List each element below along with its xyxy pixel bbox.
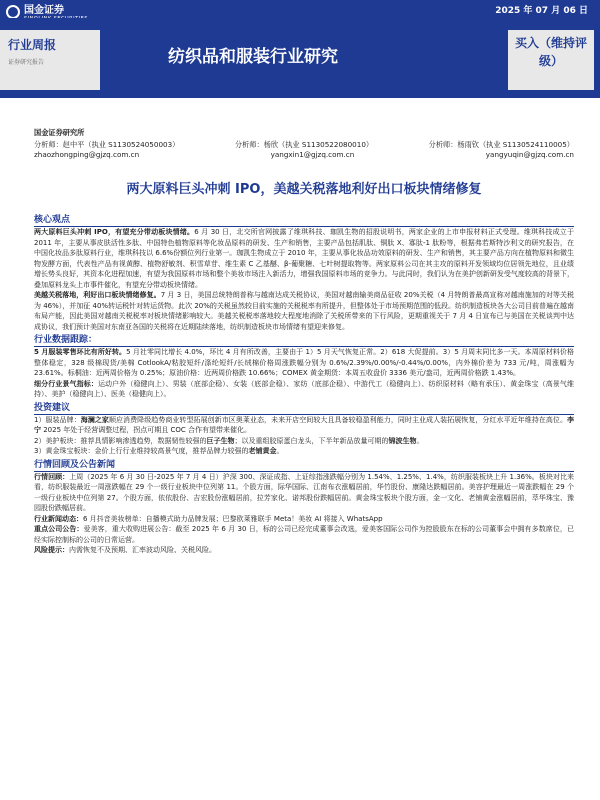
paragraph-text: 3）黄金珠宝板块：金价上行行业维持较高景气度，推荐品牌力较强的 <box>34 447 249 455</box>
company-name: 海澜之家 <box>80 415 109 424</box>
analyst-names <box>34 140 574 150</box>
company-name: 李宁 <box>34 415 574 434</box>
paragraph-text: 2）美护板块：推荐具情影响渗透趋势，数据韧性较强的 <box>34 436 207 445</box>
report-date: 2025 年 07 月 06 日 <box>495 6 588 16</box>
bold-lead: 风险提示： <box>34 546 69 554</box>
paragraph <box>34 290 574 332</box>
analyst-emails <box>34 150 574 159</box>
company-name: 老铺黄金 <box>248 447 277 455</box>
paragraph <box>34 446 574 457</box>
paragraph-text: 7 月 3 日，美国总统特朗普称与越南达成关税协议，美国对越南输美商品征收 20%关税（4 月特朗普最高宣称对越南施加的对等关税为 46%），并加征 40%转运税针对转运货物。此次 20%的关税虽然较目前实施的关税税率有所提升，但整体处于市场预期范围的低段。纺织制造板块各大公司目前普遍在越南布局产能，因此美国对越南关税税率对板块情绪影响较大。美越关税税率落地较大程度地消除了关税所带来的下行风险，更期重视关于 7 月 4 日宣布已与美国在关税谈判中达成协议，我们预计美国对东南亚各国的关税将在近期陆续落地，纺织制造板块市场情绪有望迎来修复。 <box>34 291 575 331</box>
paragraph <box>34 514 574 525</box>
report-headline: 两大原料巨头冲刺 IPO，美越关税落地利好出口板块情绪修复 <box>126 182 482 197</box>
bold-lead: 行情回顾： <box>34 472 70 481</box>
doc-subtype: 证券研究报告 <box>8 59 45 66</box>
paragraph-text: ；以及重组胶原蛋白龙头，下半年新品放量可期的 <box>234 436 389 445</box>
report-title: 纺织品和服装行业研究 <box>168 47 338 67</box>
paragraph-text: 。 <box>276 447 284 455</box>
doc-type-box <box>0 30 100 90</box>
logo-text: 国金证券 <box>24 5 64 16</box>
paragraph <box>34 545 574 556</box>
logo-icon <box>6 5 20 19</box>
analyst-name: 分析师：杨雨钦（执业 S1130524110005） <box>428 140 574 149</box>
paragraph-text: 。 <box>416 436 424 445</box>
section-title-core: 核心观点 <box>34 214 574 227</box>
bold-lead: 5 月服装零售环比有所好转。 <box>34 348 127 356</box>
paragraph-text: 上周（2025 年 6 月 30 日-2025 年 7 月 4 日）沪深 300、深证成指、上证综指涨跌幅分别为 1.54%、1.25%、1.4%，纺织服装板块上升 1.36%。板块对比来看，纺织服装最近一周涨跌幅在 29 个一级行业板块中位列第 11。个股方面，际华国际、江南布衣涨幅居前，华竹股份、康隆达跌幅居前。美容护理最近一周涨跌幅在 29 个一级行业板块中位列第 27。个股方面，依依股份、吉宏股份涨幅居前，拉芳家化、诺邦股份跌幅居前。黄金珠宝板块个股方面，金一文化、老铺黄金涨幅居前，萃华珠宝、豫园股份跌幅居前。 <box>34 472 574 512</box>
paragraph <box>34 472 574 514</box>
bold-lead: 细分行业景气指标： <box>34 379 98 388</box>
analyst-email[interactable]: yangxin1@gjzq.com.cn <box>270 150 355 159</box>
bold-lead: 美越关税落地，利好出口板块情绪修复。 <box>34 291 161 299</box>
bold-lead: 行业新闻动态： <box>34 514 83 523</box>
paragraph <box>34 347 574 379</box>
analyst-email[interactable]: yangyuqin@gjzq.com.cn <box>485 150 574 159</box>
bold-lead: 两大原料巨头冲刺 IPO，有望充分带动板块情绪。 <box>34 228 195 236</box>
paragraph <box>34 227 574 290</box>
bold-lead: 重点公司公告： <box>34 525 84 533</box>
institution: 国金证券研究所 <box>34 128 85 137</box>
paragraph-text: 2025 年处于经营调整过程，拐点可期且 COC 合作有望带来催化。 <box>41 426 251 434</box>
company-name: 锦波生物 <box>388 436 417 445</box>
paragraph-text: 6 月 30 日，北交所官网披露了维琪科技、珈凯生物的招股说明书，两家企业的上市申报材料正式受理。维琪科技成立于 2011 年，主要从事皮肤活性多肽、中国特色植物原料等化妆品原料的研发、生产和销售，主要产品包括肌肽、铜肽 X、寡肽-1 肽粉等，根据弗若斯特沙利文的研究报告，在中国化妆品多肽原料行业，维琪科技以 6.6%份额位列行业第一。珈凯生物成立于 2010 年，主要从事化妆品功效原料的研发、生产和销售，其主要产品方向在植物原料和微生物发酵方面，代表性产品有视黄醇、植物舒敏剂、积雪草苷、维生素 C 乙基醚、β-葡聚糖、七叶树提取物等。两家原料公司在其主攻的原料开发领域均位居领先地位，且业绩增长势头良好，其资本化进程加速，有望为我国原料市场和整个美妆市场注入新活力，增强我国原料市场的竞争力。与此同时，我们认为在美护创新研发受气度较高的背景下，叠加原料龙头上市事件催化，有望充分带动板块情绪。 <box>34 228 574 289</box>
paragraph <box>34 379 574 400</box>
analyst-email[interactable]: zhaozhongping@gjzq.com.cn <box>34 150 140 159</box>
section-title-review: 行情回顾及公告新闻 <box>34 459 574 472</box>
paragraph-text: 内需恢复不及预期、汇率波动风险、关税风险。 <box>69 546 216 554</box>
section-title-invest: 投资建议 <box>34 402 574 415</box>
paragraph <box>34 415 574 436</box>
doc-type: 行业周报 <box>8 38 57 52</box>
analyst-block <box>34 128 574 159</box>
section-title-data: 行业数据跟踪： <box>34 334 574 347</box>
rating-box <box>508 30 594 90</box>
paragraph <box>34 436 574 447</box>
report-body <box>34 212 574 556</box>
rating-line-2: 级） <box>538 54 563 68</box>
top-bar <box>0 0 600 18</box>
rating-line-1: 买入（维持评 <box>514 36 587 50</box>
paragraph-text: 1）服装品牌： <box>34 415 81 424</box>
paragraph-text: 6 月抖音美妆榜单：自播模式助力品牌发展；巴黎欧莱雅联手 Meta！美妆 AI 将接入 WhatsApp <box>83 514 383 523</box>
paragraph-text: 顺应消费降级趋势商业转型拓展创新市区奥莱业态，未来开店空间较大且具备较稳盈利能力，同时主业成人装拓展恢复，分红水平近年维持在高位。 <box>108 415 567 424</box>
analyst-name: 分析师：赵中平（执业 S1130524050003） <box>34 140 180 149</box>
company-name: 巨子生物 <box>206 436 235 445</box>
paragraph <box>34 524 574 545</box>
paragraph-text: 5 月社零同比增长 4.0%，环比 4 月有所改善，主要由于 1）5 月天气恢复正常。2）618 大促提前。3）5 月周末同比多一天。本周原材料价格整体稳定，328 级棉现货/美棉 CotlookA/粘胶短纤/涤纶短纤/长绒棉价格周涨跌幅分别为 0.6%/2.39%/0.00%/-0.44%/0.00%，内外棉价差为 733 元/吨，周涨幅为 23.61%。标桐油：近两周价格为 0.25%；原油价格：近两周价格跌 10.66%；COMEX 黄金期货：本周五收盘价 3336 美元/盎司，近两周价格跌 1.43%。 <box>34 348 574 377</box>
analyst-name: 分析师：杨欣（执业 S1130522080010） <box>234 140 374 149</box>
paragraph-text: 爱美客，重大收购进展公告：截至 2025 年 6 月 30 日，标的公司已经完成董事会改选，爱美客国际公司作为控股股东在标的公司董事会中拥有多数席位，已经实际控制标的公司的日常运营。 <box>34 525 574 544</box>
paragraph-text: 运动户外（稳健向上）、男装（底部企稳）、女装（底部企稳）、家纺（底部企稳）、中游代工（稳健向上）、纺织原材料（略有承压）、黄金珠宝（高景气维持）、美护（稳健向上）、医美（稳健向上）。 <box>34 379 575 398</box>
